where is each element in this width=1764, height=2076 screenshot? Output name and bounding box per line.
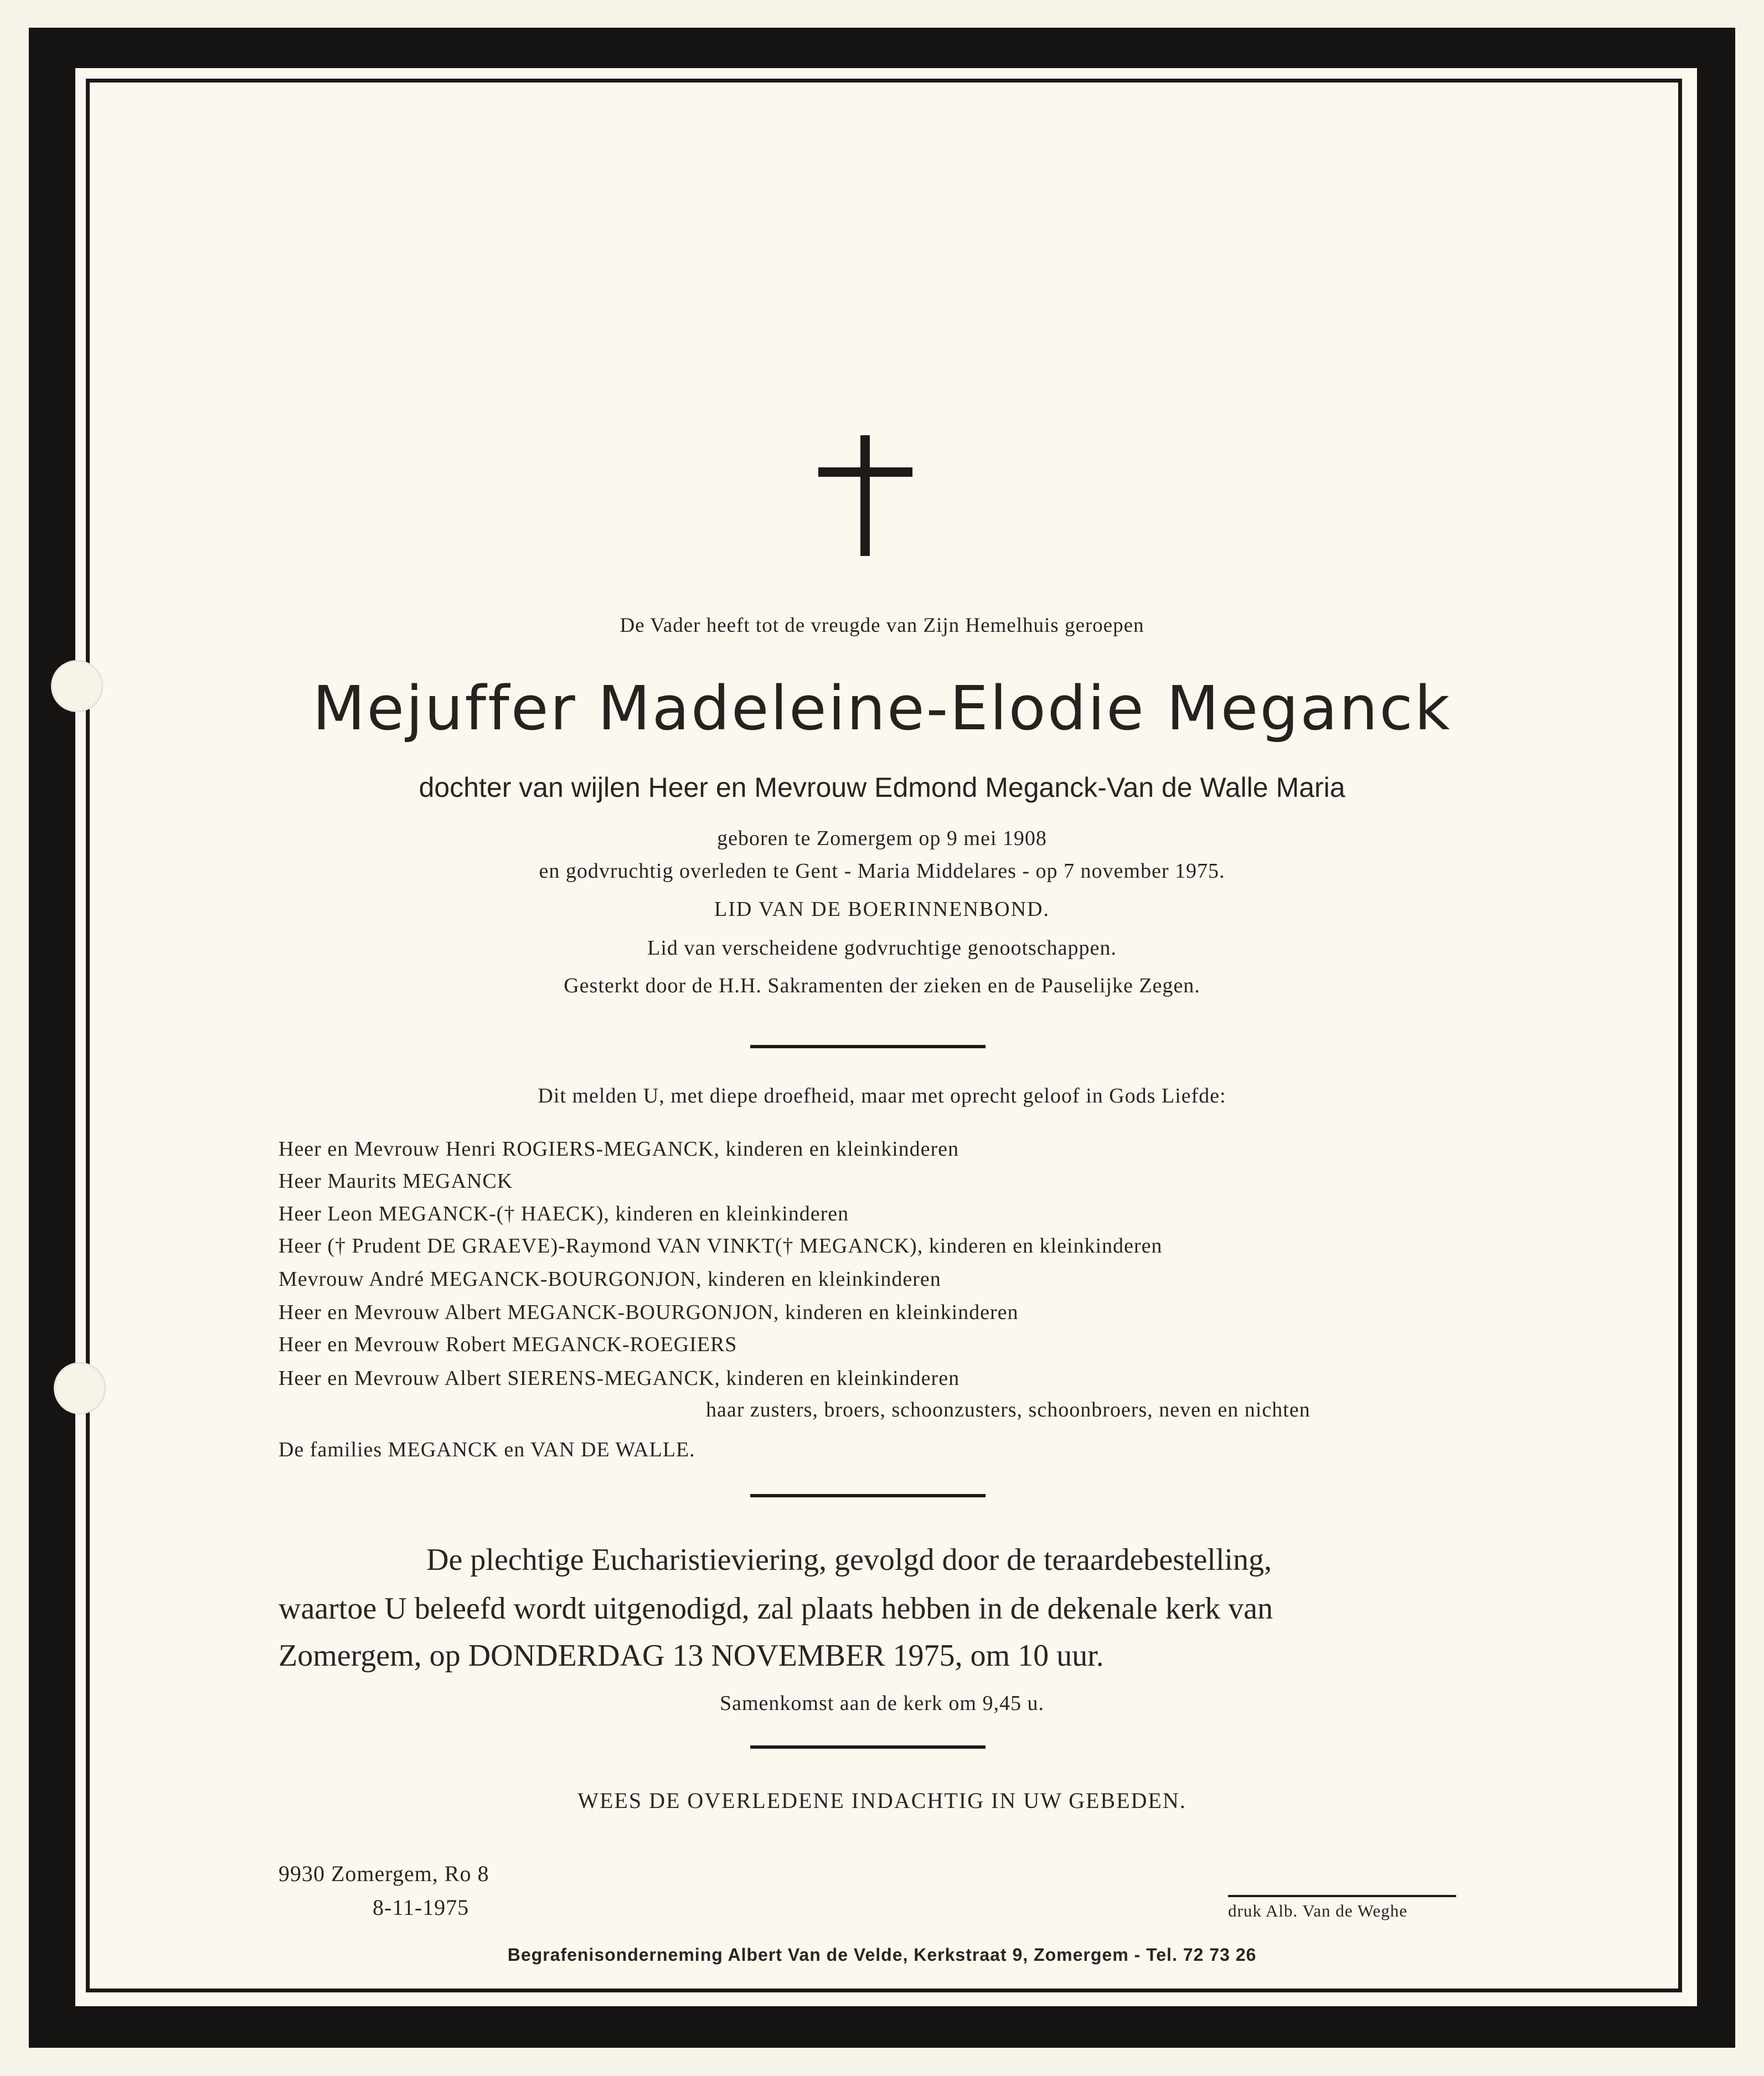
deceased-name: Mejuffer Madeleine-Elodie Meganck — [312, 673, 1452, 744]
intro-line: De Vader heeft tot de vreugde van Zijn Hemelhuis geroepen — [620, 614, 1144, 637]
date-line: 8-11-1975 — [373, 1895, 470, 1920]
service-line: Zomergem, op DONDERDAG 13 NOVEMBER 1975, om 10 uur. — [278, 1639, 1104, 1673]
mourner-line: Heer Maurits MEGANCK — [278, 1170, 513, 1193]
service-line: De plechtige Eucharistieviering, gevolgd door de teraardebestelling, — [426, 1543, 1272, 1577]
mourner-line: Mevrouw André MEGANCK-BOURGONJON, kinderen en kleinkinderen — [278, 1268, 941, 1291]
societies-line: Lid van verscheidene godvruchtige genootschappen. — [647, 936, 1117, 960]
mourner-line: Heer en Mevrouw Albert SIERENS-MEGANCK, kinderen en kleinkinderen — [278, 1367, 960, 1390]
announcement-line: Dit melden U, met diepe droefheid, maar met oprecht geloof in Gods Liefde: — [538, 1084, 1226, 1107]
cross-vertical-bar — [860, 435, 870, 556]
punch-hole-bottom — [54, 1362, 106, 1414]
relatives-line: haar zusters, broers, schoonzusters, schoonbroers, neven en nichten — [706, 1398, 1311, 1421]
service-line: waartoe U beleefd wordt uitgenodigd, zal plaats hebben in de dekenale kerk van — [278, 1591, 1273, 1626]
mourner-line: Heer en Mevrouw Henri ROGIERS-MEGANCK, kinderen en kleinkinderen — [278, 1137, 960, 1161]
membership-line: LID VAN DE BOERINNENBOND. — [714, 898, 1050, 921]
sacraments-line: Gesterkt door de H.H. Sakramenten der zieken en de Pauselijke Zegen. — [564, 974, 1200, 997]
printer-credit: druk Alb. Van de Weghe — [1228, 1901, 1408, 1920]
mourner-line: Heer († Prudent DE GRAEVE)-Raymond VAN VINKT(† MEGANCK), kinderen en kleinkinderen — [278, 1234, 1163, 1258]
divider — [750, 1494, 986, 1497]
parents-line: dochter van wijlen Heer en Mevrouw Edmond Meganck-Van de Walle Maria — [419, 772, 1345, 803]
divider — [750, 1745, 986, 1749]
birth-line: geboren te Zomergem op 9 mei 1908 — [717, 827, 1047, 850]
gathering-line: Samenkomst aan de kerk om 9,45 u. — [719, 1692, 1044, 1715]
cross-horizontal-bar — [818, 467, 912, 477]
address-line: 9930 Zomergem, Ro 8 — [278, 1861, 489, 1886]
mourner-line: Heer en Mevrouw Albert MEGANCK-BOURGONJON, kinderen en kleinkinderen — [278, 1301, 1019, 1324]
undertaker-line: Begrafenisonderneming Albert Van de Velde, Kerkstraat 9, Zomergem - Tel. 72 73 26 — [507, 1945, 1257, 1965]
mourner-line: Heer Leon MEGANCK-(† HAECK), kinderen en kleinkinderen — [278, 1202, 849, 1225]
families-line: De families MEGANCK en VAN DE WALLE. — [278, 1438, 695, 1461]
prayer-request: WEES DE OVERLEDENE INDACHTIG IN UW GEBEDEN. — [577, 1788, 1187, 1813]
divider — [750, 1045, 986, 1048]
mourner-line: Heer en Mevrouw Robert MEGANCK-ROEGIERS — [278, 1333, 737, 1356]
printer-rule — [1228, 1895, 1456, 1897]
death-line: en godvruchtig overleden te Gent - Maria Middelares - op 7 november 1975. — [539, 859, 1225, 883]
